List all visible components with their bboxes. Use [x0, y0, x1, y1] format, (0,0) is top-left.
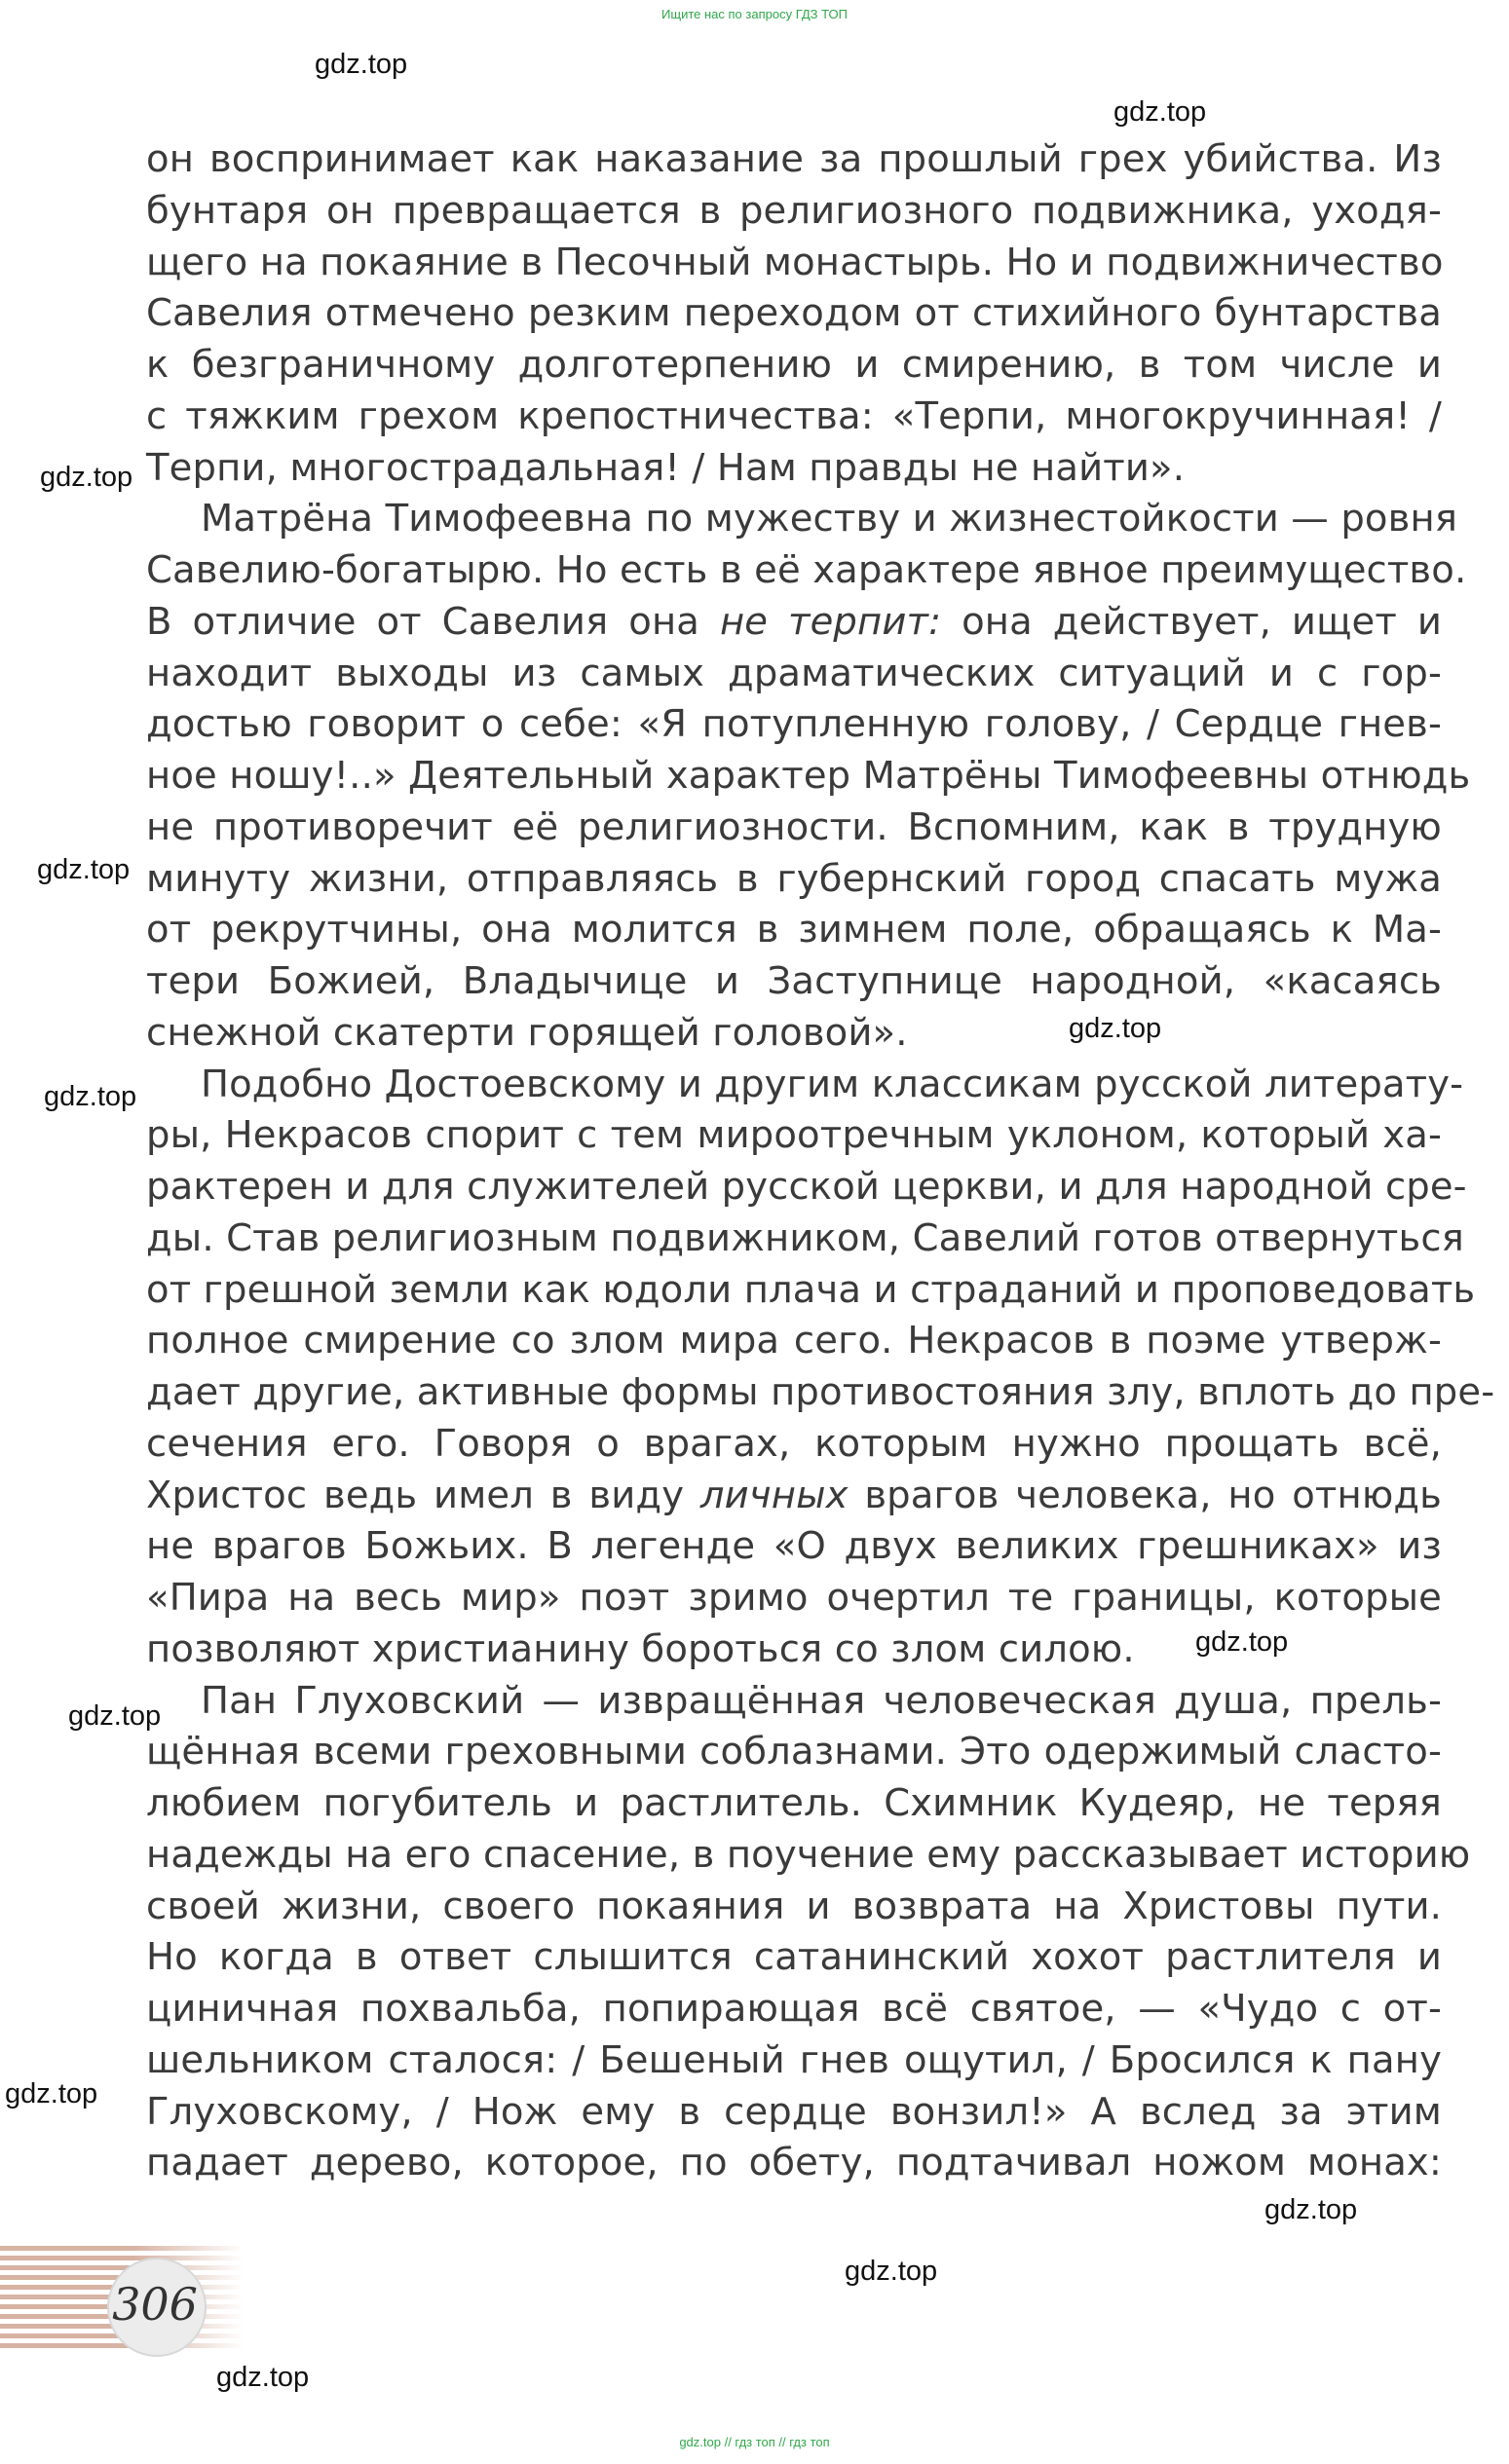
text-segment: Но когда в ответ слышится сатанинский хохот растлителя и — [146, 1935, 1442, 1980]
watermark: gdz.top — [1113, 96, 1207, 128]
text-line — [146, 698, 1442, 750]
italic-text: личных — [699, 1473, 849, 1517]
text-segment: сечения его. Говоря о врагах, которым нужно прощать всё, — [146, 1421, 1442, 1466]
text-line — [146, 339, 1442, 391]
text-segment: минуту жизни, отправляясь в губернский город спасать мужа — [146, 856, 1442, 901]
text-segment: Христос ведь имел в виду — [146, 1473, 700, 1517]
watermark: gdz.top — [44, 1081, 137, 1112]
text-segment: падает дерево, которое, по обету, подтачивал ножом монах: — [146, 2141, 1442, 2185]
text-line — [146, 1829, 1471, 1881]
text-line — [146, 648, 1442, 699]
text-line — [146, 442, 1442, 494]
watermark: gdz.top — [68, 1700, 162, 1732]
text-line — [146, 904, 1442, 955]
text-line — [201, 1675, 1442, 1727]
text-line — [146, 1520, 1442, 1572]
text-line — [146, 802, 1442, 853]
text-line — [146, 596, 1442, 648]
text-segment: позволяют христианину бороться со злом силою. — [146, 1626, 1135, 1671]
text-line — [146, 544, 1467, 596]
text-line — [146, 1624, 1442, 1675]
text-line — [146, 1007, 1442, 1059]
text-segment: с тяжким грехом крепостничества: «Терпи, многокручинная! / — [146, 393, 1442, 438]
text-line — [146, 1777, 1442, 1829]
text-line — [146, 1109, 1442, 1161]
text-line — [146, 1881, 1442, 1932]
text-segment: от рекрутчины, она молится в зимнем поле, обращаясь к Ма- — [146, 908, 1442, 952]
text-line — [146, 1418, 1442, 1470]
watermark: gdz.top — [1264, 2194, 1358, 2225]
text-line — [146, 1315, 1442, 1366]
text-line — [146, 955, 1442, 1007]
text-segment: полное смирение со злом мира сего. Некрасов в поэме утверж- — [146, 1319, 1442, 1363]
watermark: gdz.top — [315, 49, 408, 80]
italic-text: не терпит: — [719, 599, 942, 644]
text-line — [146, 1572, 1442, 1624]
text-segment: Савелию-богатырю. Но есть в её характере явное преимущество. — [146, 548, 1467, 592]
text-segment: щего на покаяние в Песочный монастырь. Но и подвижничество — [146, 240, 1444, 284]
text-segment: врагов человека, но отнюдь — [848, 1473, 1442, 1517]
watermark: gdz.top — [37, 854, 131, 885]
text-segment: снежной скатерти горящей головой». — [146, 1010, 908, 1055]
text-line — [146, 237, 1442, 288]
text-line — [146, 391, 1442, 442]
text-line — [201, 493, 1458, 544]
text-segment: ры, Некрасов спорит с тем мироотречным уклоном, который ха- — [146, 1113, 1442, 1158]
page-number: 306 — [112, 2278, 198, 2331]
text-line — [146, 1366, 1495, 1418]
text-segment: она действует, ищет и — [941, 599, 1442, 644]
text-line — [146, 133, 1442, 185]
text-segment: достью говорит о себе: «Я потупленную голову, / Сердце гнев- — [146, 702, 1442, 747]
text-line — [146, 1470, 1442, 1521]
text-segment: не врагов Божьих. В легенде «О двух великих грешниках» из — [146, 1524, 1442, 1569]
watermark: gdz.top — [1069, 1013, 1162, 1044]
text-segment: Пан Глуховский — извращённая человеческая душа, прель- — [201, 1678, 1442, 1723]
text-segment: Глуховскому, / Нож ему в сердце вонзил!» А вслед за этим — [146, 2089, 1442, 2134]
text-line — [146, 1161, 1467, 1213]
text-line — [146, 853, 1442, 905]
text-line — [146, 2086, 1442, 2138]
text-segment: от грешной земли как юдоли плача и страданий и проповедовать — [146, 1267, 1476, 1312]
text-line — [146, 1931, 1442, 1983]
text-segment: любием погубитель и растлитель. Схимник Кудеяр, не теряя — [146, 1781, 1442, 1825]
text-segment: ды. Став религиозным подвижником, Савелий готов отвернуться — [146, 1215, 1464, 1260]
watermark: gdz.top — [1195, 1626, 1289, 1658]
top-banner: Ищите нас по запросу ГДЗ ТОП — [661, 7, 848, 21]
text-line — [146, 2137, 1442, 2188]
text-segment: бунтаря он превращается в религиозного подвижника, уходя- — [146, 188, 1442, 233]
text-line — [146, 2035, 1442, 2086]
text-segment: Подобно Достоевскому и другим классикам русской литерату- — [201, 1062, 1464, 1106]
text-segment: Савелия отмечено резким переходом от стихийного бунтарства — [146, 291, 1442, 336]
text-segment: рактерен и для служителей русской церкви, и для народной сре- — [146, 1165, 1467, 1209]
text-segment: дает другие, активные формы противостояния злу, вплоть до пре- — [146, 1370, 1495, 1414]
text-segment: к безграничному долготерпению и смирению, в том числе и — [146, 343, 1442, 387]
text-segment: В отличие от Савелия она — [146, 599, 720, 644]
text-line — [146, 750, 1471, 802]
text-line — [146, 185, 1442, 237]
text-segment: он воспринимает как наказание за прошлый грех убийства. Из — [146, 137, 1442, 181]
text-segment: циничная похвальба, попирающая всё святое, — «Чудо с от- — [146, 1987, 1442, 2031]
text-segment: тери Божией, Владычице и Заступнице народной, «касаясь — [146, 959, 1442, 1003]
text-segment: «Пира на весь мир» поэт зримо очертил те границы, которые — [146, 1576, 1442, 1620]
text-line — [146, 1726, 1442, 1777]
text-segment: ное ношу!..» Деятельный характер Матрёны Тимофеевны отнюдь — [146, 754, 1471, 798]
bottom-banner: gdz.top // гдз топ // гдз топ — [679, 2435, 830, 2449]
text-line — [146, 1213, 1464, 1264]
text-line — [201, 1059, 1464, 1110]
text-segment: шельником сталося: / Бешеный гнев ощутил, / Бросился к пану — [146, 2037, 1442, 2082]
text-line — [146, 287, 1442, 339]
text-segment: своей жизни, своего покаяния и возврата на Христовы пути. — [146, 1884, 1442, 1928]
text-segment: щённая всеми греховными соблазнами. Это одержимый сласто- — [146, 1730, 1442, 1774]
text-line — [146, 1983, 1442, 2035]
watermark: gdz.top — [40, 462, 133, 493]
watermark: gdz.top — [5, 2078, 98, 2109]
text-segment: находит выходы из самых драматических ситуаций и с гор- — [146, 651, 1442, 695]
watermark: gdz.top — [845, 2256, 938, 2287]
text-line — [146, 1264, 1476, 1316]
text-segment: не противоречит её религиозности. Вспомним, как в трудную — [146, 804, 1442, 849]
watermark: gdz.top — [216, 2362, 310, 2393]
text-segment: Терпи, многострадальная! / Нам правды не найти». — [146, 445, 1186, 490]
text-segment: надежды на его спасение, в поучение ему рассказывает историю — [146, 1832, 1471, 1877]
text-segment: Матрёна Тимофеевна по мужеству и жизнестойкости — ровня — [201, 497, 1458, 541]
